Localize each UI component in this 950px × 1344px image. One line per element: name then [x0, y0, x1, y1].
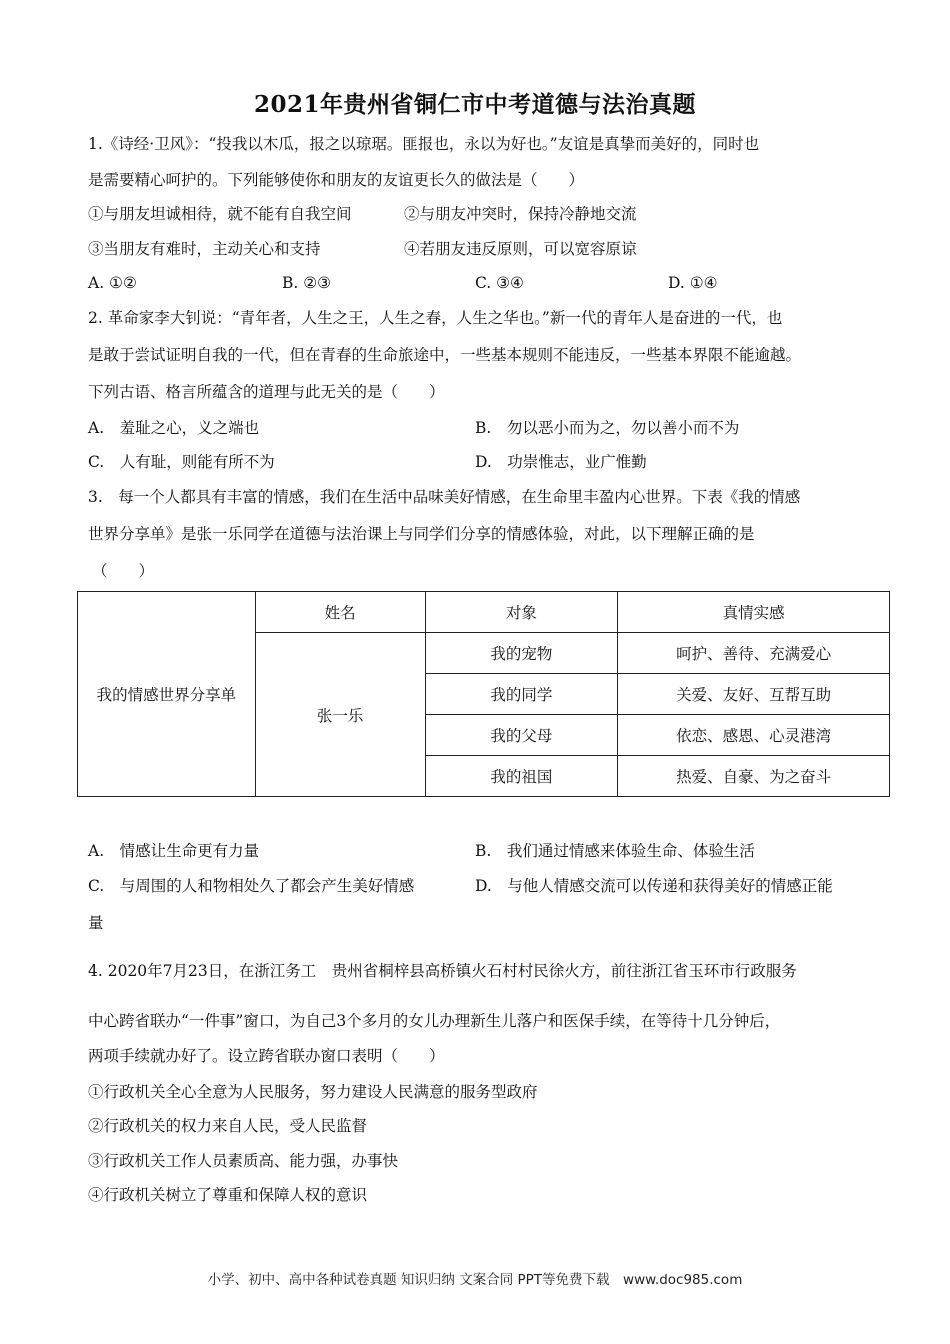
q2-stem-line-3: 下列古语、格言所蕴含的道理与此无关的是（ ）: [88, 383, 445, 401]
q3-option-a: A. 情感让生命更有力量: [88, 842, 260, 860]
q2-option-b: B. 勿以恶小而为之，勿以善小而不为: [475, 419, 740, 437]
q1-option-d: D. ①④: [668, 274, 718, 292]
q3-option-b: B. 我们通过情感来体验生命、体验生活: [475, 842, 755, 860]
table-cell-object: 我的宠物: [425, 633, 618, 674]
q3-option-d-continuation: 量: [88, 914, 104, 932]
page-footer: 小学、初中、高中各种试卷真题 知识归纳 文案合同 PPT等免费下载 www.doc985.com: [207, 1272, 743, 1288]
page-title: 2021年贵州省铜仁市中考道德与法治真题: [253, 91, 696, 118]
sharing-table: [77, 591, 890, 797]
q4-statement-3: ③行政机关工作人员素质高、能力强，办事快: [88, 1152, 399, 1170]
q4-statement-1: ①行政机关全心全意为人民服务，努力建设人民满意的服务型政府: [88, 1083, 538, 1101]
q4-statement-4: ④行政机关树立了尊重和保障人权的意识: [88, 1186, 368, 1204]
table-sheet-title: 我的情感世界分享单: [78, 592, 256, 797]
q1-option-a: A. ①②: [88, 274, 137, 292]
table-cell-object: 我的同学: [425, 674, 618, 715]
table-cell-feeling: 依恋、感恩、心灵港湾: [618, 715, 890, 756]
table-header-feeling: 真情实感: [618, 592, 890, 633]
table-cell-object: 我的父母: [425, 715, 618, 756]
q2-stem-line-2: 是敢于尝试证明自我的一代，但在青春的生命旅途中，一些基本规则不能违反，一些基本界限不能逾越。: [88, 346, 802, 364]
q4-statement-2: ②行政机关的权力来自人民，受人民监督: [88, 1117, 368, 1135]
q1-statement-2: ②与朋友冲突时，保持冷静地交流: [404, 205, 637, 223]
q1-statement-1: ①与朋友坦诚相待，就不能有自我空间: [88, 205, 352, 223]
q4-stem-line-3: 两项手续就办好了。设立跨省联办窗口表明（ ）: [88, 1047, 445, 1065]
q3-stem-line-1: 3. 每一个人都具有丰富的情感，我们在生活中品味美好情感，在生命里丰盈内心世界。下表《我的情感: [88, 488, 801, 506]
q3-option-c: C. 与周围的人和物相处久了都会产生美好情感: [88, 877, 415, 895]
q2-option-d: D. 功崇惟志，业广惟勤: [475, 453, 647, 471]
table-student-name: 张一乐: [255, 633, 425, 797]
q3-stem-line-3: （ ）: [92, 562, 155, 580]
q1-option-b: B. ②③: [282, 274, 332, 292]
q1-statement-4: ④若朋友违反原则，可以宽容原谅: [404, 240, 637, 258]
q1-statement-3: ③当朋友有难时，主动关心和支持: [88, 240, 321, 258]
q1-stem-line-1: 1.《诗经·卫风》：“投我以木瓜，报之以琼琚。匪报也，永以为好也。”友谊是真挚而美好的，同时也: [88, 135, 760, 153]
table-row: [78, 592, 890, 633]
q4-stem-line-1: 4. 2020年7月23日，在浙江务工 贵州省桐梓县高桥镇火石村村民徐火方，前往浙江省玉环市行政服务: [88, 962, 797, 980]
table-header-object: 对象: [425, 592, 618, 633]
q2-option-c: C. 人有耻，则能有所不为: [88, 453, 275, 471]
q2-stem-line-1: 2. 革命家李大钊说：“青年者，人生之王，人生之春，人生之华也。”新一代的青年人是奋进的一代，也: [88, 309, 783, 327]
q1-option-c: C. ③④: [475, 274, 524, 292]
q2-option-a: A. 羞耻之心，义之端也: [88, 419, 260, 437]
table-cell-feeling: 热爱、自豪、为之奋斗: [618, 756, 890, 797]
q4-stem-line-2: 中心跨省联办“一件事”窗口，为自己3个多月的女儿办理新生儿落户和医保手续，在等待十几分钟后，: [88, 1012, 781, 1030]
table-cell-feeling: 关爱、友好、互帮互助: [618, 674, 890, 715]
q1-stem-line-2: 是需要精心呵护的。下列能够使你和朋友的友谊更长久的做法是（ ）: [88, 171, 585, 189]
table-cell-feeling: 呵护、善待、充满爱心: [618, 633, 890, 674]
q3-option-d: D. 与他人情感交流可以传递和获得美好的情感正能: [475, 877, 833, 895]
table-header-name: 姓名: [255, 592, 425, 633]
table-cell-object: 我的祖国: [425, 756, 618, 797]
q3-stem-line-2: 世界分享单》是张一乐同学在道德与法治课上与同学们分享的情感体验，对此，以下理解正确的是: [88, 525, 755, 543]
